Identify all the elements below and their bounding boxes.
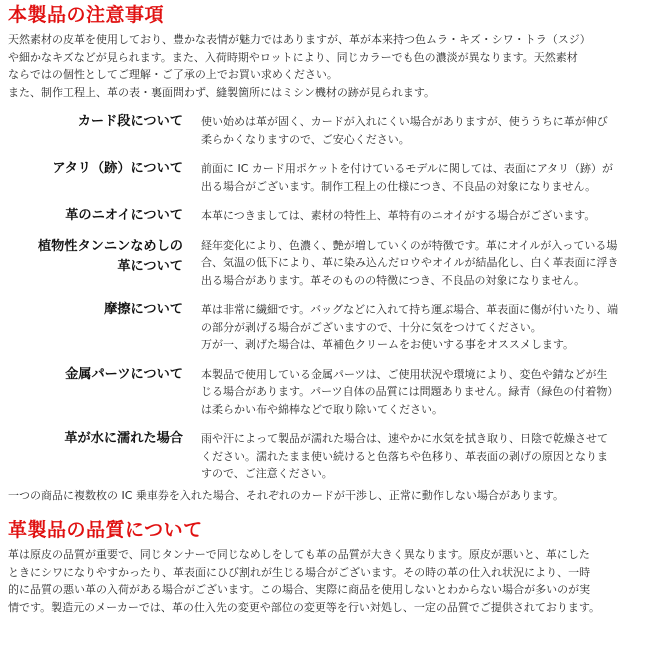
precaution-text: の部分が剥げる場合がございますので、十分に気をつけてください。 [201, 320, 542, 334]
precaution-label: 金属パーツについて [65, 366, 183, 382]
quality-paragraph [8, 546, 657, 616]
precaution-text: 万が一、剥げた場合は、革補色クリームをお使いする事をオススメします。 [201, 338, 575, 351]
section-title-quality: 革製品の品質について [8, 519, 203, 541]
precaution-text: 本革につきましては、素材の特性上、革特有のニオイがする場合がございます。 [201, 209, 596, 222]
intro-line: ならではの個性としてご理解・ご了承の上でお買い求めください。 [8, 68, 338, 81]
precaution-text: は柔らかい布や綿棒などで取り除いてください。 [201, 402, 443, 416]
section-title-precautions: 本製品の注意事項 [8, 4, 165, 26]
quality-line: 情です。製造元のメーカーでは、革の仕入先の変更や部位の変更等を行い対処し、一定の品質でご提供されております。 [8, 600, 601, 614]
precaution-text: 合、気温の低下により、革に染み込んだロウやオイルが結晶化し、白く革表面に浮き [201, 256, 619, 269]
precaution-text: 使い始めは革が固く、カードが入れにくい場合がありますが、使ううちに革が伸び [201, 115, 608, 128]
precaution-label: 革のニオイについて [65, 208, 183, 223]
intro-line: また、制作工程上、革の表・裏面問わず、縫製箇所にはミシン機材の跡が見られます。 [8, 85, 435, 99]
intro-line: 天然素材の皮革を使用しており、豊かな表情が魅力ではありますが、革が本来持つ色ムラ・キズ・シワ・トラ（スジ） [8, 33, 591, 46]
precaution-label: 植物性タンニンなめしの [37, 238, 183, 254]
precaution-friction [8, 301, 657, 354]
precaution-atari [8, 160, 657, 195]
page [0, 3, 665, 668]
precaution-label: 摩擦について [104, 302, 183, 317]
quality-line: 革は原皮の品質が重要で、同じタンナーで同じなめしをしても革の品質が大きく異なります。原皮が悪いと、革にした [8, 548, 590, 561]
precaution-text: 雨や汗によって製品が濡れた場合は、速やかに水気を拭き取り、日陰で乾燥させて [201, 432, 608, 445]
precaution-text: じる場合があります。パーツ自体の品質には問題ありません。緑青（緑色の付着物） [201, 385, 619, 398]
precaution-label: カード段について [77, 114, 183, 129]
precaution-text: ください。濡れたまま使い続けると色落ちや色移り、革表面の剥げの原因となりま [201, 449, 608, 463]
intro-paragraph [8, 31, 657, 101]
precaution-tannin [8, 237, 657, 290]
quality-line: ときにシワになりやすかったり、革表面にひび割れが生じる場合がございます。その時の革の仕入れ状況により、一時 [8, 565, 591, 579]
precaution-label: 革が水に濡れた場合 [64, 431, 183, 446]
precaution-text: 出る場合がございます。制作工程上の仕様につき、不良品の対象になりません。 [201, 179, 597, 193]
precaution-label: アタリ（跡）について [52, 161, 183, 176]
precaution-metal-parts [8, 366, 657, 419]
precaution-text: 柔らかくなりますので、ご安心ください。 [201, 132, 410, 146]
precaution-text: 本製品で使用している金属パーツは、ご使用状況や環境により、変色や錆などが生 [201, 367, 608, 381]
precaution-wet [8, 430, 657, 483]
precaution-card-slot [8, 113, 657, 148]
precaution-text: 革は非常に繊細です。バッグなどに入れて持ち運ぶ場合、革表面に傷が付いたり、端 [201, 303, 619, 316]
precaution-smell [8, 207, 657, 225]
quality-line: 的に品質の悪い革の入荷がある場合がございます。この場合、実際に商品を使用しないとわからない場合が多いのが実 [8, 583, 591, 596]
intro-line: や細かなキズなどが見られます。また、入荷時期やロットにより、同じカラーでも色の濃淡が異なります。天然素材 [8, 50, 578, 64]
precaution-text: 出る場合があります。革そのものの特徴につき、不良品の対象になりません。 [201, 273, 586, 287]
precaution-list [8, 113, 657, 483]
precaution-label: 革について [117, 258, 183, 274]
precaution-text: すので、ご注意ください。 [201, 467, 333, 480]
precaution-text: 前面に IC カード用ポケットを付けているモデルに関しては、表面にアタリ（跡）が [201, 162, 614, 175]
precaution-text: 経年変化により、色濃く、艶が増していくのが特徴です。革にオイルが入っている場 [201, 238, 618, 252]
ic-card-note: 一つの商品に複数枚の IC 乗車券を入れた場合、それぞれのカードが干渉し、正常に動作しない場合があります。 [8, 488, 565, 502]
